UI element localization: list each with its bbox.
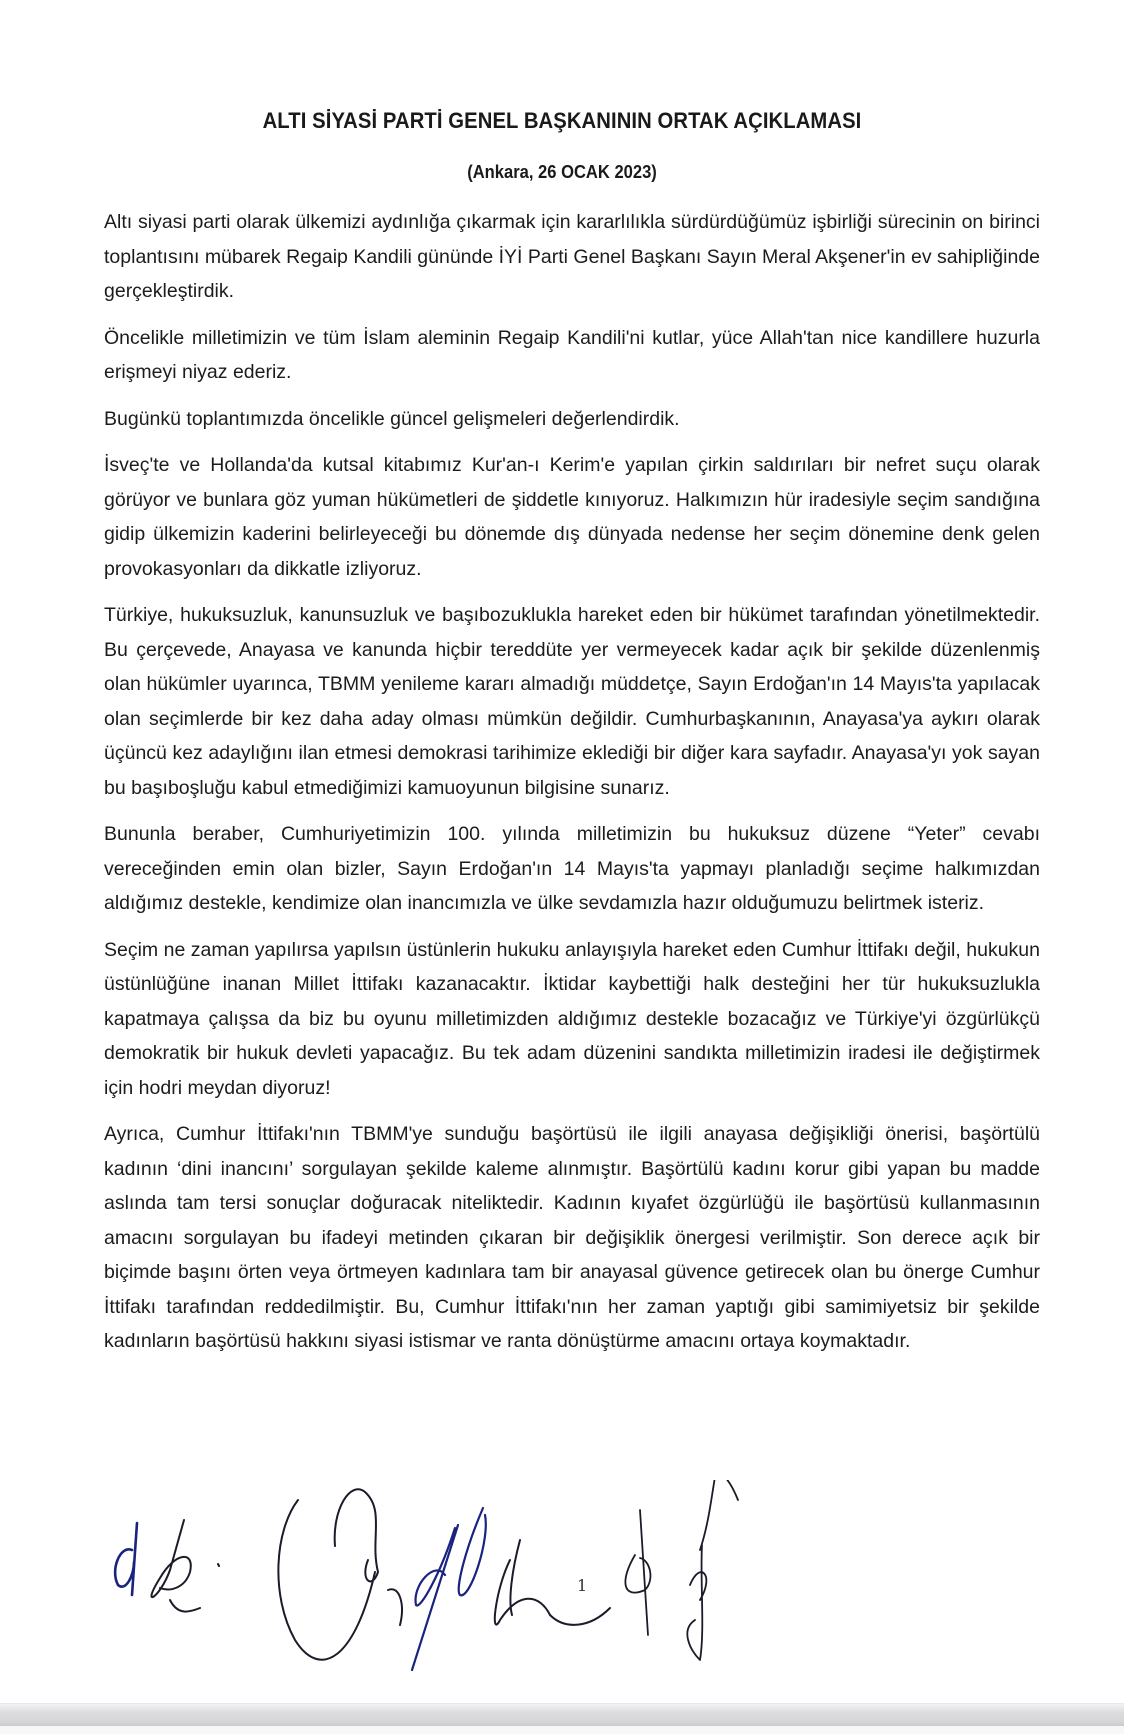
paragraph-candidacy: Türkiye, hukuksuzluk, kanunsuzluk ve başıbozuklukla hareket eden bir hükümet tarafından yönetilmektedir. Bu çerçevede, Anayasa ve kanunda hiçbir tereddüte yer vermeyecek kadar açık bir şekilde düzenlenmiş olan hükümler uyarınca, TBMM yenileme kararı almadığı müddetçe, Sayın Erdoğan'ın 14 Mayıs'ta yapılacak olan seçimlerde bir kez daha aday olması mümkün değildir. Cumhurbaşkanının, Anayasa'ya aykırı olarak üçüncü kez adaylığını ilan etmesi demokrasi tarihimize eklediği bir diğer kara sayfadır. Anayasa'yı yok sayan bu başıboşluğu kabul etmediğimizi kamuoyunun bilgisine sunarız.: [104, 604, 1040, 799]
document-title: ALTI SİYASİ PARTİ GENEL BAŞKANININ ORTAK AÇIKLAMASI: [262, 108, 862, 133]
page-number: 1: [577, 1576, 588, 1595]
paragraph-intro: Altı siyasi parti olarak ülkemizi aydınlığa çıkarmak için kararlılıkla sürdürdüğümüz işbirliği sürecinin on birinci toplantısını mübarek Regaip Kandili gününde İYİ Parti Genel Başkanı Sayın Meral Akşener'in ev sahipliğinde gerçekleştirdik.: [104, 211, 1040, 302]
signatures: [100, 1480, 1000, 1680]
signature-4: [412, 1508, 486, 1670]
signature-1: [115, 1523, 137, 1595]
paragraph-quran-attacks: İsveç'te ve Hollanda'da kutsal kitabımız Kur'an-ı Kerim'e yapılan çirkin saldırıları bir nefret suçu olarak görüyor ve bunlara göz yuman hükümetleri de şiddetle kınıyoruz. Halkımızın hür iradesiyle seçim sandığına gidip ülkemizin kaderini belirleyeceği bu dönemde dış dünyada nedense her seçim dönemine denk gelen provokasyonları da dikkatle izliyoruz.: [104, 454, 1040, 580]
viewer-bottom-bar: [0, 1703, 1124, 1726]
paragraph-headscarf: Ayrıca, Cumhur İttifakı'nın TBMM'ye sunduğu başörtüsü ile ilgili anayasa değişikliği önerisi, başörtülü kadının ‘dini inancını’ sorgulayan şekilde kaleme alınmıştır. Başörtülü kadını korur gibi yapan bu madde aslında tam tersi sonuçlar doğuracak niteliktedir. Kadının kıyafet özgürlüğü ile başörtüsü kullanmasının amacını sorgulayan bu ifadeyi metinden çıkaran bir değişiklik önergesi verilmiştir. Son derece açık bir biçimde başını örten veya örtmeyen kadınlara tam bir anayasal güvence getirecek olan bu önerge Cumhur İttifakı tarafından reddedilmiştir. Bu, Cumhur İttifakı'nın her zaman yaptığı gibi samimiyetsiz bir şekilde kadınların başörtüsü hakkını siyasi istismar ve ranta dönüştürme amacını ortaya koymaktadır.: [104, 1123, 1040, 1352]
paragraph-millet-ittifaki: Seçim ne zaman yapılırsa yapılsın üstünlerin hukuku anlayışıyla hareket eden Cumhur İttifakı değil, hukukun üstünlüğüne inanan Millet İttifakı kazanacaktır. İktidar kaybettiği halk desteğini her tür hukuksuzlukla kapatmaya çalışsa da biz bu oyunu milletimizden aldığımız destekle bozacağız ve Türkiye'yi özgürlükçü demokratik bir hukuk devleti yapacağız. Bu tek adam düzenini sandıkta milletimizin iradesi ile değiştirmek için hodri meydan diyoruz!: [104, 938, 1040, 1099]
paragraph-centennial: Bununla beraber, Cumhuriyetimizin 100. yılında milletimizin bu hukuksuz düzene “Yeter” cevabı vereceğinden emin olan bizler, Sayın Erdoğan'ın 14 Mayıs'ta yapmayı planladığı seçime halkımızdan aldığımız destekle, kendimize olan inancımızla ve ülke sevdamızla hazır olduğumuzu belirtmek isteriz.: [104, 823, 1040, 914]
document-body: [104, 205, 1040, 1371]
signature-2: [151, 1520, 219, 1612]
signature-5: [495, 1540, 610, 1625]
signature-6: [625, 1480, 738, 1660]
paragraph-current-developments: Bugünkü toplantımızda öncelikle güncel gelişmeleri değerlendirdik.: [104, 407, 680, 430]
signature-3: [278, 1489, 402, 1659]
viewer-bottom-strip: [0, 1726, 1124, 1734]
paragraph-regaip-kandili: Öncelikle milletimizin ve tüm İslam aleminin Regaip Kandili'ni kutlar, yüce Allah'tan nice kandillere huzurla erişmeyi niyaz ederiz.: [104, 326, 1040, 383]
document-date-location: (Ankara, 26 OCAK 2023): [467, 162, 657, 182]
